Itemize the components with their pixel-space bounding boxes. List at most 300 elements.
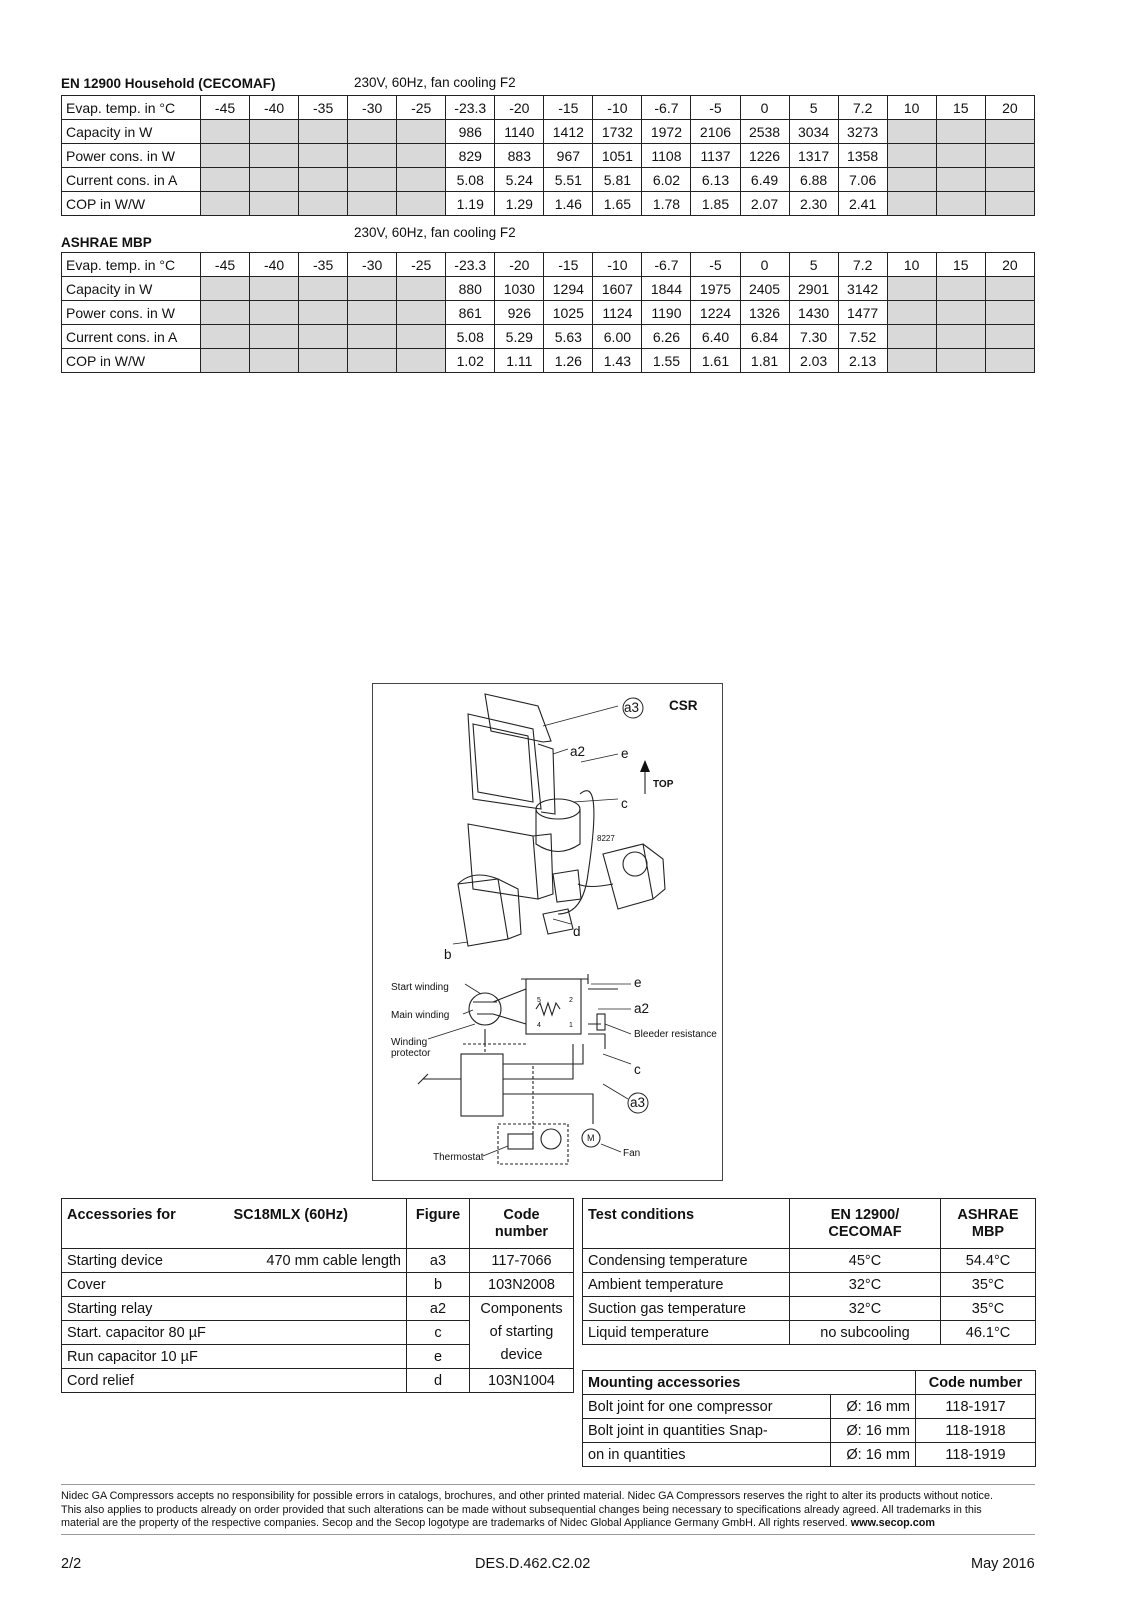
value-cell: 5.08: [446, 168, 495, 192]
value-cell: 1108: [642, 144, 691, 168]
value-cell: 1732: [593, 120, 642, 144]
accessory-code-merged: [470, 1297, 574, 1369]
mounting-code-header: Code number: [916, 1371, 1036, 1395]
empty-cell: [201, 192, 250, 216]
temperature-header-row: [62, 253, 1035, 277]
ashrae-header: [941, 1199, 1036, 1249]
section-title-en12900: EN 12900 Household (CECOMAF): [61, 76, 276, 91]
empty-cell: [936, 192, 985, 216]
value-cell: 6.00: [593, 325, 642, 349]
value-cell: 1.61: [691, 349, 740, 373]
evap-temp-cell: 5: [789, 253, 838, 277]
value-cell: 2901: [789, 277, 838, 301]
value-cell: 1477: [838, 301, 887, 325]
empty-cell: [250, 277, 299, 301]
value-cell: 6.40: [691, 325, 740, 349]
performance-row: [62, 277, 1035, 301]
performance-table-ashrae: [61, 252, 1035, 373]
mounting-accessories-table: [582, 1370, 1036, 1467]
value-cell: 861: [446, 301, 495, 325]
accessory-note: 470 mm cable length: [266, 1252, 401, 1269]
test-condition-en: 32°C: [790, 1273, 941, 1297]
evap-temp-cell: -25: [397, 96, 446, 120]
fan-label: Fan: [623, 1148, 641, 1159]
disclaimer-line1: Nidec GA Compressors accepts no responsibility for possible errors in catalogs, brochures, and other printed material. Nidec GA Compressors reserves the right to alter its products without notice.: [61, 1490, 993, 1502]
value-cell: 5.08: [446, 325, 495, 349]
value-cell: 6.26: [642, 325, 691, 349]
evap-temp-cell: -40: [250, 253, 299, 277]
wiring-label-a3: a3: [630, 1095, 646, 1110]
empty-cell: [348, 168, 397, 192]
row-label: COP in W/W: [62, 349, 201, 373]
empty-cell: [397, 144, 446, 168]
evap-temp-cell: 15: [936, 253, 985, 277]
main-winding-label: Main winding: [391, 1010, 450, 1021]
value-cell: 1294: [544, 277, 593, 301]
empty-cell: [985, 349, 1034, 373]
value-cell: 880: [446, 277, 495, 301]
test-condition-ashrae: 46.1°C: [941, 1321, 1036, 1345]
mounting-code: 118-1919: [916, 1443, 1036, 1467]
wiring-label-a2: a2: [634, 1001, 650, 1016]
mounting-code: 118-1918: [916, 1419, 1036, 1443]
mounting-size: Ø: 16 mm: [831, 1395, 916, 1419]
mounting-size: Ø: 16 mm: [831, 1419, 916, 1443]
performance-row: [62, 325, 1035, 349]
value-cell: 3273: [838, 120, 887, 144]
value-cell: 1.43: [593, 349, 642, 373]
accessory-name: Cover: [62, 1273, 407, 1297]
empty-cell: [397, 301, 446, 325]
section-title-ashrae: ASHRAE MBP: [61, 235, 152, 250]
empty-cell: [985, 144, 1034, 168]
relay-terminal-1: 1: [569, 1022, 573, 1029]
row-label: Capacity in W: [62, 277, 201, 301]
thermostat-label: Thermostat: [433, 1152, 484, 1163]
value-cell: 1224: [691, 301, 740, 325]
evap-temp-cell: -30: [348, 96, 397, 120]
performance-row: [62, 192, 1035, 216]
empty-cell: [299, 144, 348, 168]
performance-row: [62, 144, 1035, 168]
website-link[interactable]: www.secop.com: [850, 1517, 935, 1529]
test-condition-label: Liquid temperature: [583, 1321, 790, 1345]
value-cell: 2.41: [838, 192, 887, 216]
empty-cell: [887, 301, 936, 325]
value-cell: 967: [544, 144, 593, 168]
row-label: Current cons. in A: [62, 168, 201, 192]
value-cell: 2.03: [789, 349, 838, 373]
en12900-header-line2: CECOMAF: [828, 1224, 902, 1240]
test-condition-row: [583, 1273, 1036, 1297]
empty-cell: [348, 277, 397, 301]
value-cell: 3142: [838, 277, 887, 301]
footer-rule-top: [61, 1484, 1035, 1485]
label-a2: a2: [570, 744, 586, 759]
evap-temp-cell: -25: [397, 253, 446, 277]
value-cell: 1137: [691, 144, 740, 168]
value-cell: 5.81: [593, 168, 642, 192]
test-conditions-table: [582, 1198, 1036, 1345]
empty-cell: [299, 120, 348, 144]
accessory-name: Starting device: [67, 1252, 163, 1269]
value-cell: 829: [446, 144, 495, 168]
test-condition-label: Suction gas temperature: [583, 1297, 790, 1321]
mounting-label: on in quantities: [583, 1443, 831, 1467]
performance-row: [62, 120, 1035, 144]
row-label: Power cons. in W: [62, 144, 201, 168]
mounting-size: Ø: 16 mm: [831, 1443, 916, 1467]
document-code: DES.D.462.C2.02: [475, 1556, 591, 1572]
en12900-header-line1: EN 12900/: [830, 1207, 900, 1223]
test-condition-ashrae: 35°C: [941, 1273, 1036, 1297]
diagram-drawing: [373, 684, 724, 1182]
value-cell: 1326: [740, 301, 789, 325]
evap-temp-cell: -35: [299, 253, 348, 277]
evap-temp-cell: 10: [887, 253, 936, 277]
empty-cell: [887, 144, 936, 168]
empty-cell: [887, 120, 936, 144]
accessories-table: [61, 1198, 574, 1393]
value-cell: 1124: [593, 301, 642, 325]
value-cell: 2405: [740, 277, 789, 301]
empty-cell: [887, 168, 936, 192]
empty-cell: [250, 349, 299, 373]
relay-terminal-4: 4: [537, 1022, 541, 1029]
disclaimer-line2: This also applies to products already on order provided that such alterations can be made without subsequential changes being necessary to specifications already agreed. All trademarks in this: [61, 1503, 982, 1516]
value-cell: 7.06: [838, 168, 887, 192]
empty-cell: [348, 349, 397, 373]
evap-temp-cell: -45: [201, 253, 250, 277]
value-cell: 5.51: [544, 168, 593, 192]
ashrae-header-line2: MBP: [971, 1224, 1005, 1240]
empty-cell: [936, 277, 985, 301]
empty-cell: [348, 192, 397, 216]
evap-temp-cell: -20: [495, 253, 544, 277]
empty-cell: [936, 325, 985, 349]
empty-cell: [936, 301, 985, 325]
evap-temp-cell: 0: [740, 96, 789, 120]
accessory-figure: b: [407, 1273, 470, 1297]
value-cell: 6.84: [740, 325, 789, 349]
value-cell: 1975: [691, 277, 740, 301]
empty-cell: [887, 192, 936, 216]
test-condition-row: [583, 1249, 1036, 1273]
evap-temp-cell: 20: [985, 96, 1034, 120]
row-label: Capacity in W: [62, 120, 201, 144]
row-label: COP in W/W: [62, 192, 201, 216]
empty-cell: [985, 277, 1034, 301]
value-cell: 6.13: [691, 168, 740, 192]
accessories-header: [62, 1199, 407, 1249]
evap-temp-cell: 10: [887, 96, 936, 120]
performance-row: [62, 301, 1035, 325]
disclaimer: [61, 1490, 1061, 1531]
relay-terminal-2: 2: [569, 997, 573, 1004]
value-cell: 1140: [495, 120, 544, 144]
value-cell: 1317: [789, 144, 838, 168]
value-cell: 3034: [789, 120, 838, 144]
value-cell: 1607: [593, 277, 642, 301]
section-subtitle-en12900: 230V, 60Hz, fan cooling F2: [354, 75, 516, 90]
value-cell: 1226: [740, 144, 789, 168]
empty-cell: [397, 168, 446, 192]
value-cell: 6.88: [789, 168, 838, 192]
code-header-line1: Code: [503, 1207, 540, 1223]
label-a3: a3: [624, 700, 640, 715]
mounting-label: Bolt joint for one compressor: [583, 1395, 831, 1419]
value-cell: 7.52: [838, 325, 887, 349]
csr-wiring-diagram: [372, 683, 723, 1181]
accessory-row: [62, 1249, 574, 1273]
accessories-figure-header: Figure: [407, 1199, 470, 1249]
value-cell: 1.81: [740, 349, 789, 373]
empty-cell: [201, 325, 250, 349]
evap-temp-cell: 7.2: [838, 253, 887, 277]
accessory-figure: a3: [407, 1249, 470, 1273]
evap-temp-cell: -6.7: [642, 96, 691, 120]
evap-temp-cell: -10: [593, 253, 642, 277]
en12900-header: [790, 1199, 941, 1249]
value-cell: 1030: [495, 277, 544, 301]
accessory-name: Starting relay: [62, 1297, 407, 1321]
accessory-figure: e: [407, 1345, 470, 1369]
empty-cell: [299, 277, 348, 301]
evap-temp-cell: 15: [936, 96, 985, 120]
performance-table-en12900: [61, 95, 1035, 216]
test-condition-row: [583, 1321, 1036, 1345]
accessory-name-cell: [62, 1249, 407, 1273]
empty-cell: [348, 301, 397, 325]
test-condition-ashrae: 54.4°C: [941, 1249, 1036, 1273]
disclaimer-line3: material are the property of the respective companies. Secop and the Secop logotype are trademarks of Nidec Global Appliance Germany GmbH. All rights reserved.: [61, 1517, 848, 1529]
evap-temp-cell: 5: [789, 96, 838, 120]
accessory-code: 103N1004: [470, 1369, 574, 1393]
empty-cell: [299, 325, 348, 349]
row-label: Current cons. in A: [62, 325, 201, 349]
evap-temp-cell: -15: [544, 96, 593, 120]
accessory-code: 117-7066: [470, 1249, 574, 1273]
value-cell: 1.26: [544, 349, 593, 373]
row-label: Evap. temp. in °C: [62, 253, 201, 277]
value-cell: 2.13: [838, 349, 887, 373]
mounting-header: Mounting accessories: [583, 1371, 916, 1395]
empty-cell: [299, 349, 348, 373]
empty-cell: [250, 144, 299, 168]
evap-temp-cell: 7.2: [838, 96, 887, 120]
empty-cell: [201, 277, 250, 301]
part-number: 8227: [597, 834, 615, 843]
accessory-row: [62, 1273, 574, 1297]
diagram-title: CSR: [669, 698, 698, 713]
empty-cell: [201, 120, 250, 144]
empty-cell: [250, 301, 299, 325]
value-cell: 1.78: [642, 192, 691, 216]
top-label: TOP: [653, 779, 674, 790]
evap-temp-cell: -15: [544, 253, 593, 277]
disclaimer-line3-wrap: [61, 1517, 1061, 1531]
empty-cell: [397, 120, 446, 144]
evap-temp-cell: -40: [250, 96, 299, 120]
test-condition-en: 32°C: [790, 1297, 941, 1321]
empty-cell: [397, 192, 446, 216]
empty-cell: [397, 349, 446, 373]
evap-temp-cell: -6.7: [642, 253, 691, 277]
value-cell: 2538: [740, 120, 789, 144]
value-cell: 1.11: [495, 349, 544, 373]
performance-row: [62, 168, 1035, 192]
evap-temp-cell: -30: [348, 253, 397, 277]
value-cell: 1.85: [691, 192, 740, 216]
test-condition-en: no subcooling: [790, 1321, 941, 1345]
accessories-model: SC18MLX (60Hz): [233, 1207, 348, 1223]
empty-cell: [201, 168, 250, 192]
evap-temp-cell: -5: [691, 253, 740, 277]
value-cell: 926: [495, 301, 544, 325]
value-cell: 1.55: [642, 349, 691, 373]
empty-cell: [985, 301, 1034, 325]
test-conditions-header: Test conditions: [583, 1199, 790, 1249]
accessory-figure: d: [407, 1369, 470, 1393]
value-cell: 7.30: [789, 325, 838, 349]
empty-cell: [985, 192, 1034, 216]
value-cell: 883: [495, 144, 544, 168]
mounting-row: [583, 1395, 1036, 1419]
evap-temp-cell: -23.3: [446, 96, 495, 120]
accessory-name: Run capacitor 10 µF: [62, 1345, 407, 1369]
accessory-figure: a2: [407, 1297, 470, 1321]
fan-motor-symbol: M: [587, 1133, 595, 1143]
empty-cell: [348, 325, 397, 349]
value-cell: 1.65: [593, 192, 642, 216]
start-winding-label: Start winding: [391, 982, 449, 993]
accessory-code: 103N2008: [470, 1273, 574, 1297]
test-condition-label: Condensing temperature: [583, 1249, 790, 1273]
mounting-label: Bolt joint in quantities Snap-: [583, 1419, 831, 1443]
evap-temp-cell: -5: [691, 96, 740, 120]
value-cell: 2106: [691, 120, 740, 144]
page-number: 2/2: [61, 1556, 82, 1572]
value-cell: 1.29: [495, 192, 544, 216]
empty-cell: [299, 168, 348, 192]
value-cell: 1.19: [446, 192, 495, 216]
value-cell: 1358: [838, 144, 887, 168]
evap-temp-cell: -45: [201, 96, 250, 120]
merged-code-line1: Components: [480, 1301, 563, 1317]
value-cell: 1844: [642, 277, 691, 301]
accessory-row: [62, 1297, 574, 1321]
test-condition-ashrae: 35°C: [941, 1297, 1036, 1321]
empty-cell: [985, 168, 1034, 192]
mounting-row: [583, 1419, 1036, 1443]
merged-code-line2: of starting: [489, 1324, 554, 1340]
value-cell: 1025: [544, 301, 593, 325]
label-c: c: [621, 796, 628, 811]
winding-protector-label-1: Winding: [391, 1037, 428, 1048]
value-cell: 5.63: [544, 325, 593, 349]
footer-rule-bottom: [61, 1534, 1035, 1535]
empty-cell: [985, 325, 1034, 349]
value-cell: 1412: [544, 120, 593, 144]
row-label: Evap. temp. in °C: [62, 96, 201, 120]
empty-cell: [299, 301, 348, 325]
label-d: d: [573, 924, 581, 939]
mounting-row: [583, 1443, 1036, 1467]
empty-cell: [348, 120, 397, 144]
accessories-code-header: [470, 1199, 574, 1249]
empty-cell: [348, 144, 397, 168]
row-label: Power cons. in W: [62, 301, 201, 325]
temperature-header-row: [62, 96, 1035, 120]
evap-temp-cell: -10: [593, 96, 642, 120]
value-cell: 5.24: [495, 168, 544, 192]
evap-temp-cell: -23.3: [446, 253, 495, 277]
wiring-label-e: e: [634, 975, 642, 990]
empty-cell: [936, 349, 985, 373]
accessory-name: Cord relief: [62, 1369, 407, 1393]
evap-temp-cell: 20: [985, 253, 1034, 277]
empty-cell: [936, 144, 985, 168]
value-cell: 1190: [642, 301, 691, 325]
value-cell: 2.07: [740, 192, 789, 216]
empty-cell: [299, 192, 348, 216]
empty-cell: [250, 168, 299, 192]
evap-temp-cell: 0: [740, 253, 789, 277]
test-condition-row: [583, 1297, 1036, 1321]
empty-cell: [397, 325, 446, 349]
value-cell: 5.29: [495, 325, 544, 349]
empty-cell: [250, 120, 299, 144]
empty-cell: [250, 325, 299, 349]
value-cell: 2.30: [789, 192, 838, 216]
performance-row: [62, 349, 1035, 373]
value-cell: 986: [446, 120, 495, 144]
empty-cell: [936, 120, 985, 144]
empty-cell: [250, 192, 299, 216]
test-condition-en: 45°C: [790, 1249, 941, 1273]
empty-cell: [936, 168, 985, 192]
empty-cell: [397, 277, 446, 301]
publication-date: May 2016: [971, 1556, 1035, 1572]
mounting-code: 118-1917: [916, 1395, 1036, 1419]
bleeder-resistance-label: Bleeder resistance: [634, 1029, 717, 1040]
empty-cell: [985, 120, 1034, 144]
test-condition-label: Ambient temperature: [583, 1273, 790, 1297]
value-cell: 1051: [593, 144, 642, 168]
empty-cell: [887, 349, 936, 373]
ashrae-header-line1: ASHRAE: [957, 1207, 1019, 1223]
accessory-name: Start. capacitor 80 µF: [62, 1321, 407, 1345]
winding-protector-label-2: protector: [391, 1048, 431, 1059]
accessories-label: Accessories for: [67, 1207, 176, 1223]
evap-temp-cell: -35: [299, 96, 348, 120]
value-cell: 6.49: [740, 168, 789, 192]
merged-code-line3: device: [500, 1347, 543, 1363]
code-header-line2: number: [494, 1224, 549, 1240]
empty-cell: [887, 277, 936, 301]
empty-cell: [201, 301, 250, 325]
value-cell: 1972: [642, 120, 691, 144]
section-subtitle-ashrae: 230V, 60Hz, fan cooling F2: [354, 225, 516, 240]
label-e: e: [621, 746, 629, 761]
wiring-label-c: c: [634, 1062, 641, 1077]
value-cell: 1430: [789, 301, 838, 325]
accessory-row: [62, 1369, 574, 1393]
relay-terminal-5: 5: [537, 997, 541, 1004]
label-b: b: [444, 947, 452, 962]
empty-cell: [201, 144, 250, 168]
accessory-figure: c: [407, 1321, 470, 1345]
